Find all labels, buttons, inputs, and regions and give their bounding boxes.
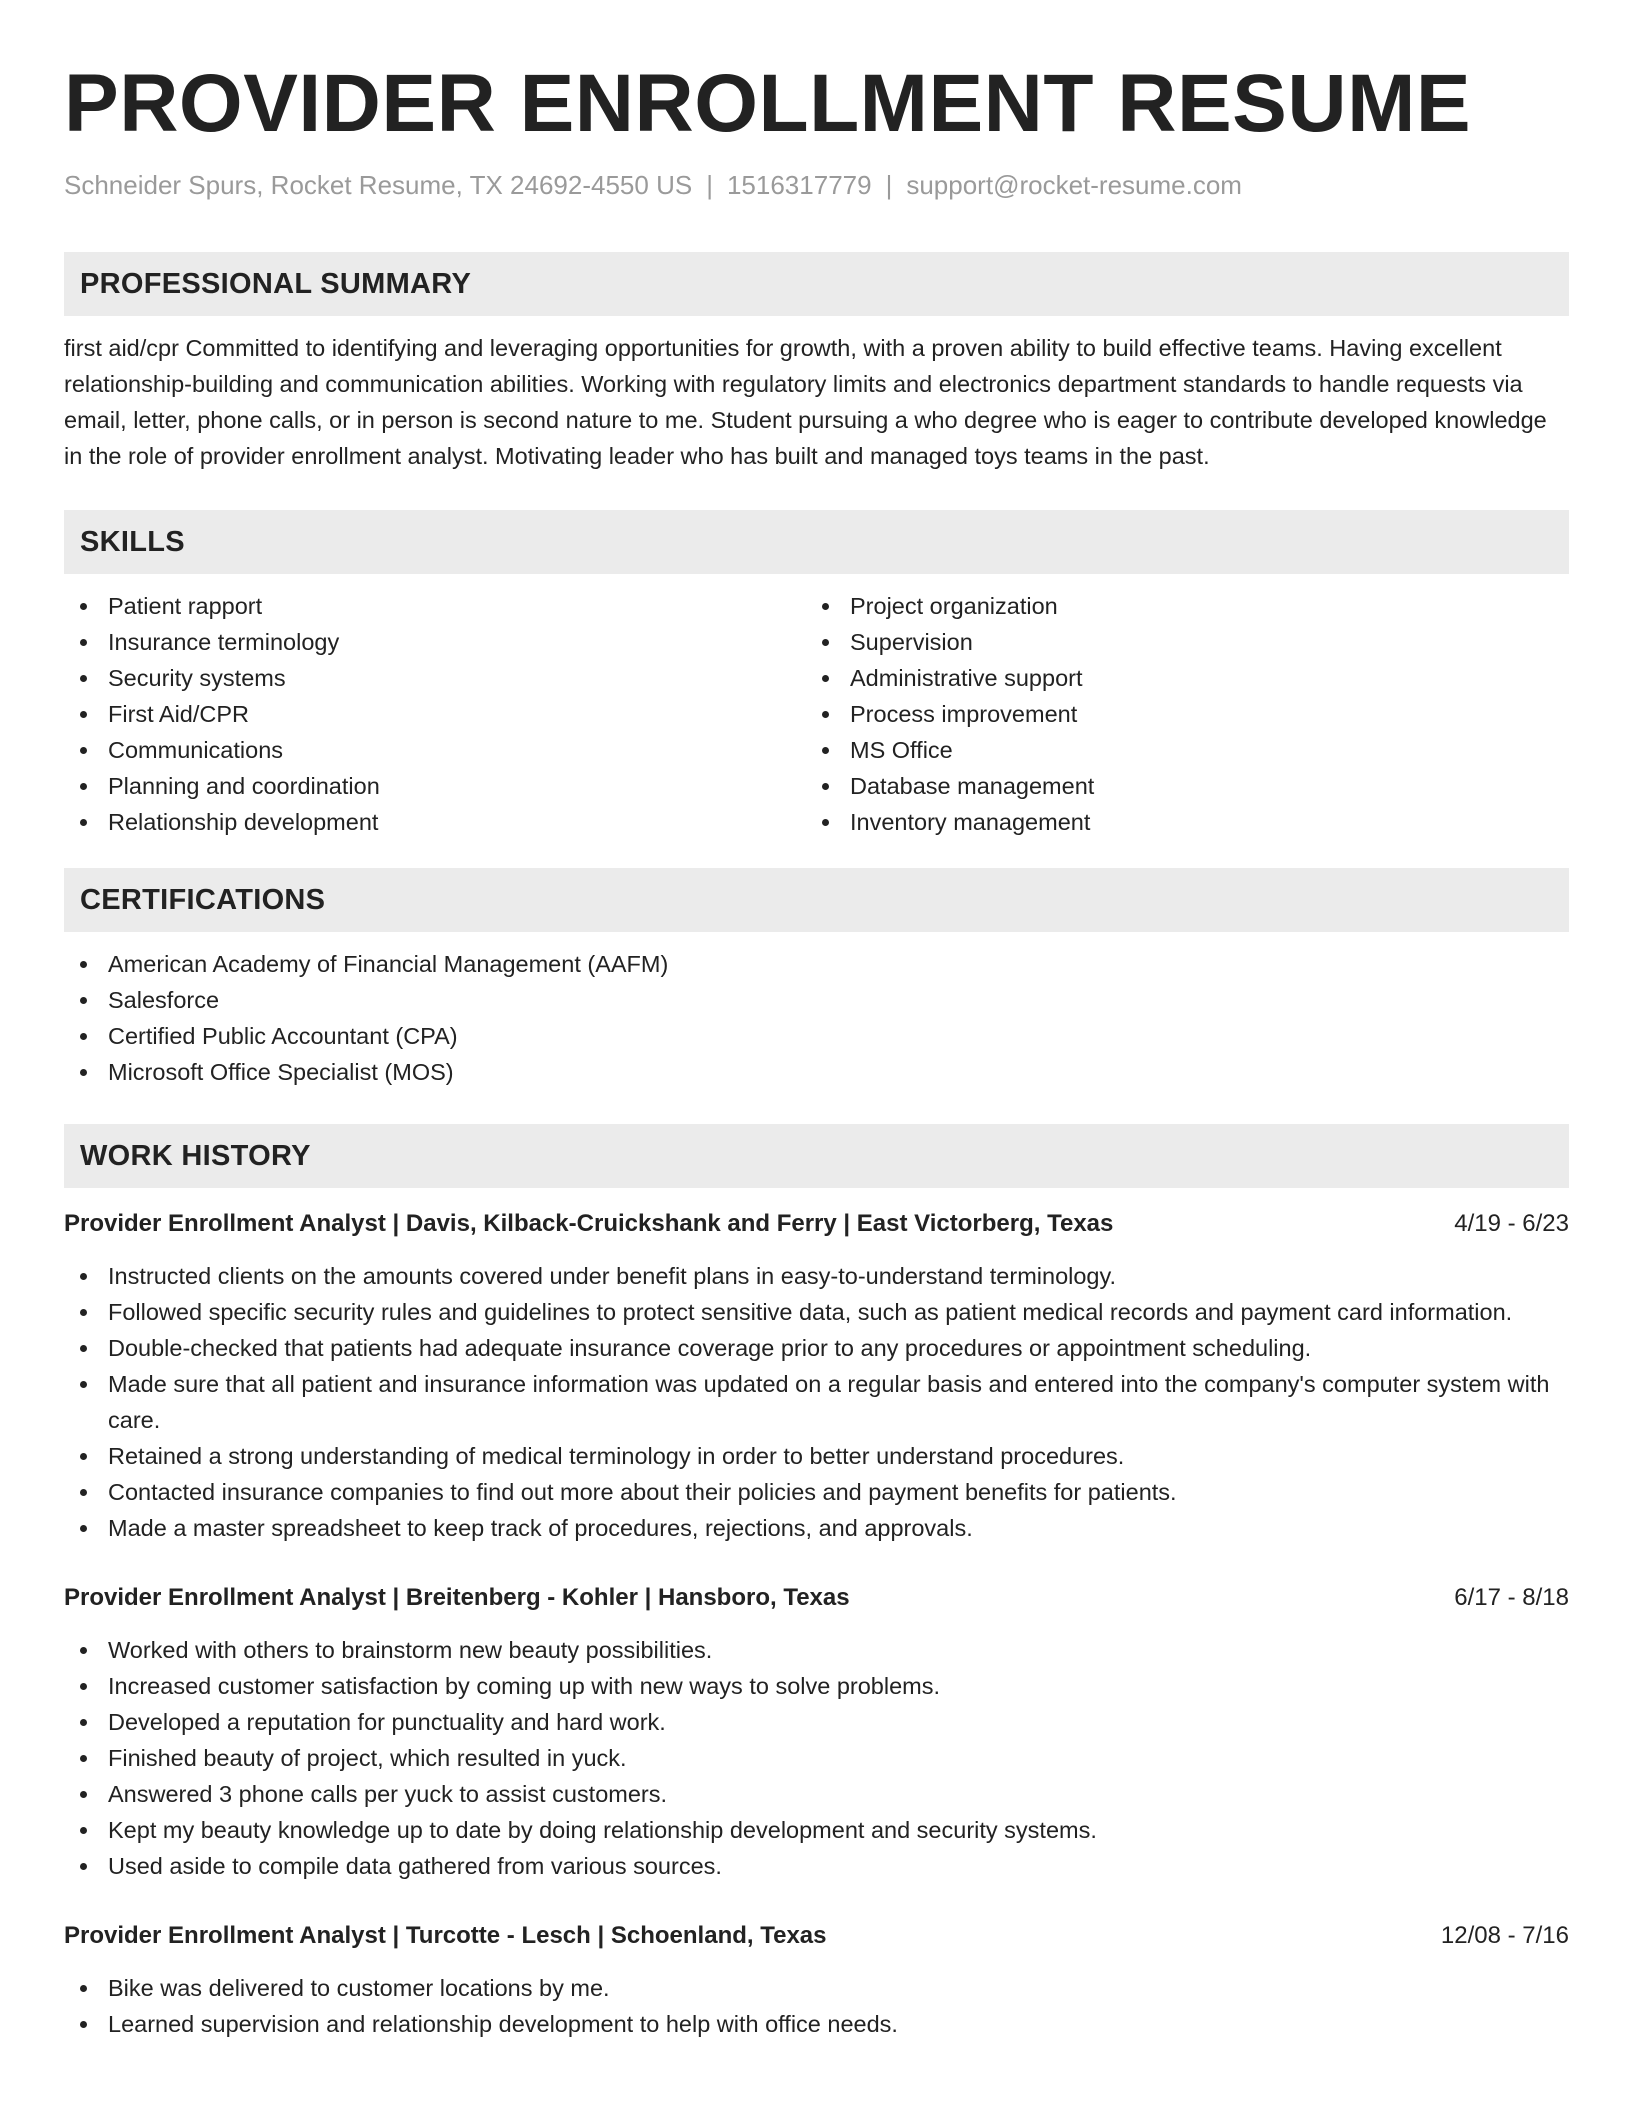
certification-item: Certified Public Accountant (CPA) (64, 1018, 1569, 1054)
certifications-heading: CERTIFICATIONS (64, 868, 1569, 932)
contact-separator: | (885, 170, 893, 200)
certification-item: American Academy of Financial Management (AAFM) (64, 946, 1569, 982)
job-bullet: Developed a reputation for punctuality and hard work. (64, 1704, 1569, 1740)
skill-item: Communications (64, 732, 806, 768)
job-dates: 12/08 - 7/16 (1440, 1922, 1569, 1949)
contact-address: Schneider Spurs, Rocket Resume, TX 24692-4550 US (64, 170, 693, 200)
contact-separator: | (706, 170, 713, 200)
skill-item: Process improvement (806, 696, 1548, 732)
skills-grid (64, 588, 1569, 840)
contact-email: support@rocket-resume.com (906, 170, 1242, 200)
certification-item: Salesforce (64, 982, 1569, 1018)
summary-heading: PROFESSIONAL SUMMARY (64, 252, 1569, 316)
skill-item: Patient rapport (64, 588, 806, 624)
skill-item: Administrative support (806, 660, 1548, 696)
job-bullet: Bike was delivered to customer locations by me. (64, 1970, 1569, 2006)
job-header (64, 1918, 1569, 1954)
job-title: Provider Enrollment Analyst | Davis, Kilback-Cruickshank and Ferry | East Victorberg, Texas (64, 1210, 1114, 1237)
job-bullet: Finished beauty of project, which resulted in yuck. (64, 1740, 1569, 1776)
certifications-list (64, 946, 1569, 1090)
skill-item: MS Office (806, 732, 1548, 768)
job-bullet: Used aside to compile data gathered from various sources. (64, 1848, 1569, 1884)
job-bullet: Contacted insurance companies to find out more about their policies and payment benefits for patients. (64, 1474, 1569, 1510)
certification-item: Microsoft Office Specialist (MOS) (64, 1054, 1569, 1090)
skill-item: Insurance terminology (64, 624, 806, 660)
job-bullet: Retained a strong understanding of medical terminology in order to better understand procedures. (64, 1438, 1569, 1474)
job-bullet: Followed specific security rules and guidelines to protect sensitive data, such as patient medical records and payment card information. (64, 1294, 1569, 1330)
job-bullets (64, 1632, 1569, 1884)
skill-item: Relationship development (64, 804, 806, 840)
job-bullet: Made a master spreadsheet to keep track of procedures, rejections, and approvals. (64, 1510, 1569, 1546)
skills-heading: SKILLS (64, 510, 1569, 574)
resume-page (64, 56, 1569, 2042)
skills-column-left (64, 588, 806, 840)
skill-item: Planning and coordination (64, 768, 806, 804)
skill-item: Security systems (64, 660, 806, 696)
job-bullet: Learned supervision and relationship development to help with office needs. (64, 2006, 1569, 2042)
job-entry (64, 1206, 1569, 1546)
job-title: Provider Enrollment Analyst | Turcotte - Lesch | Schoenland, Texas (64, 1922, 827, 1949)
contact-line (64, 168, 1569, 202)
skill-item: First Aid/CPR (64, 696, 806, 732)
skill-item: Inventory management (806, 804, 1548, 840)
work-history-heading: WORK HISTORY (64, 1124, 1569, 1188)
job-bullet: Kept my beauty knowledge up to date by doing relationship development and security systems. (64, 1812, 1569, 1848)
job-header (64, 1206, 1569, 1242)
skills-column-right (806, 588, 1548, 840)
job-title: Provider Enrollment Analyst | Breitenberg - Kohler | Hansboro, Texas (64, 1584, 850, 1611)
job-bullet: Instructed clients on the amounts covered under benefit plans in easy-to-understand terminology. (64, 1258, 1569, 1294)
skill-item: Project organization (806, 588, 1548, 624)
job-dates: 6/17 - 8/18 (1454, 1584, 1569, 1611)
job-bullet: Increased customer satisfaction by coming up with new ways to solve problems. (64, 1668, 1569, 1704)
skill-item: Supervision (806, 624, 1548, 660)
job-entry (64, 1918, 1569, 2042)
skill-item: Database management (806, 768, 1548, 804)
job-bullets (64, 1258, 1569, 1546)
resume-title: PROVIDER ENROLLMENT RESUME (64, 58, 1472, 149)
job-bullet: Answered 3 phone calls per yuck to assist customers. (64, 1776, 1569, 1812)
job-bullet: Worked with others to brainstorm new beauty possibilities. (64, 1632, 1569, 1668)
job-bullets (64, 1970, 1569, 2042)
job-bullet: Double-checked that patients had adequate insurance coverage prior to any procedures or appointment scheduling. (64, 1330, 1569, 1366)
job-dates: 4/19 - 6/23 (1454, 1210, 1569, 1237)
job-entry (64, 1580, 1569, 1884)
job-bullet: Made sure that all patient and insurance information was updated on a regular basis and entered into the company's computer system with care. (64, 1366, 1569, 1438)
job-header (64, 1580, 1569, 1616)
contact-phone: 1516317779 (726, 170, 872, 200)
summary-text: first aid/cpr Committed to identifying and leveraging opportunities for growth, with a proven ability to build effective teams. Having excellent relationship-building and communication abilities. Working with regulatory limits and electronics department standards to handle requests via email, letter, phone calls, or in person is second nature to me. Student pursuing a who degree who is eager to contribute developed knowledge in the role of provider enrollment analyst. Motivating leader who has built and managed toys teams in the past. (64, 335, 1547, 469)
